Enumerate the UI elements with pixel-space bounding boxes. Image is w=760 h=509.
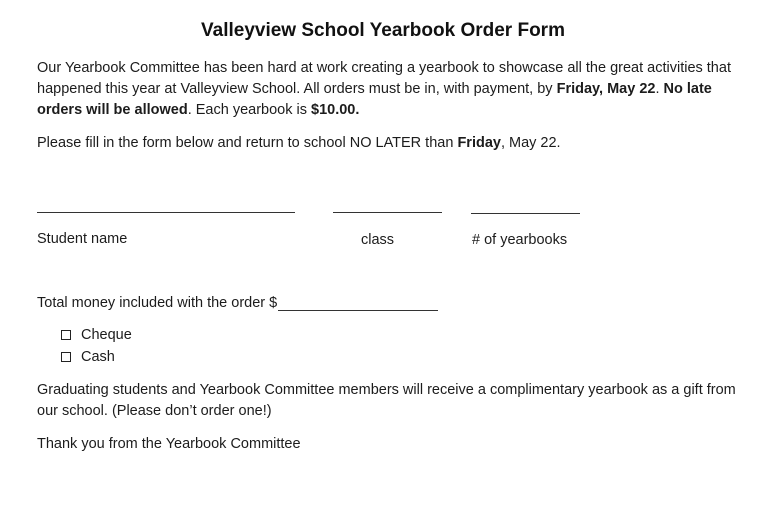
cheque-label: Cheque (81, 327, 132, 343)
yearbook-count-line[interactable] (471, 213, 580, 214)
intro-paragraph (37, 58, 737, 121)
cash-checkbox[interactable] (61, 352, 71, 362)
instructions-text: Please fill in the form below and return to school NO LATER than (37, 135, 458, 151)
deadline-text: Friday, May 22 (556, 81, 656, 97)
no-late-orders-text: No late orders will be allowed (37, 81, 712, 118)
price-prefix: . Each yearbook is (187, 102, 312, 118)
cheque-checkbox[interactable] (61, 330, 71, 340)
intro-text: Our Yearbook Committee has been hard at work creating a yearbook to showcase all the great activities that happened this year at Valleyview School. All orders must be in, with payment, by (37, 60, 731, 97)
class-line[interactable] (333, 212, 442, 213)
complimentary-note: Graduating students and Yearbook Committee members will receive a complimentary yearbook as a gift from our school. (Please don’t order one!) (37, 382, 736, 419)
student-name-line[interactable] (37, 212, 295, 213)
instructions-date: , May 22. (500, 135, 561, 151)
student-name-label: Student name (37, 231, 128, 247)
total-money-label: Total money included with the order $ (37, 295, 278, 311)
form-title: Valleyview School Yearbook Order Form (201, 20, 565, 41)
yearbook-count-label: # of yearbooks (472, 232, 568, 248)
intro-separator: . (655, 81, 664, 97)
cheque-option[interactable] (61, 327, 132, 343)
closing-text: Thank you from the Yearbook Committee (37, 436, 301, 452)
class-label: class (361, 232, 395, 248)
cash-option[interactable] (61, 349, 115, 365)
instructions-paragraph (37, 133, 737, 154)
cash-label: Cash (81, 349, 115, 365)
instructions-day: Friday (457, 135, 501, 151)
total-money-line[interactable] (278, 296, 438, 311)
price-text: $10.00. (311, 102, 360, 118)
total-money-row (37, 295, 438, 311)
